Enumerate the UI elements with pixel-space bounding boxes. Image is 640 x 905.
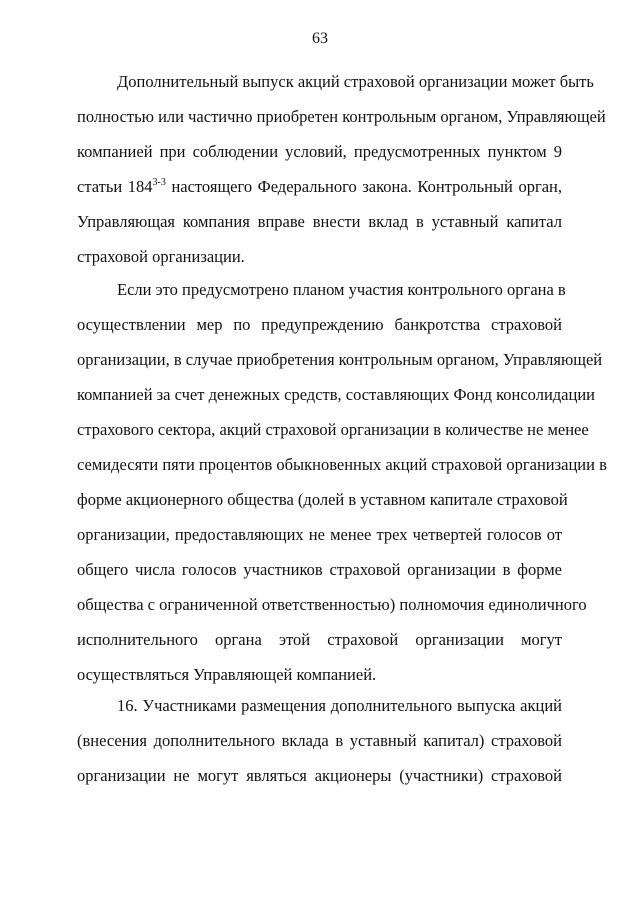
text-line: общества с ограниченной ответственностью) полномочия единоличного — [77, 595, 587, 614]
text-line: Дополнительный выпуск акций страховой организации может быть — [117, 72, 594, 91]
text-line: (внесения дополнительного вклада в уставный капитал) страховой — [77, 731, 562, 750]
text-line: общего числа голосов участников страховой организации в форме — [77, 560, 562, 579]
text-line-with-superscript — [77, 169, 562, 204]
article-superscript: 3-3 — [152, 177, 166, 188]
text-line: страховой организации. — [77, 247, 245, 266]
text-line: осуществляться Управляющей компанией. — [77, 665, 377, 684]
text-line: 16. Участниками размещения дополнительного выпуска акций — [117, 696, 562, 715]
page-number: 63 — [312, 30, 328, 47]
text-line: исполнительного органа этой страховой организации могут — [77, 630, 562, 649]
text-line: организации, в случае приобретения контрольным органом, Управляющей — [77, 350, 603, 369]
paragraph-1 — [77, 64, 606, 274]
text-line: компанией за счет денежных средств, составляющих Фонд консолидации — [77, 385, 595, 404]
text-line: страхового сектора, акций страховой организации в количестве не менее — [77, 420, 589, 439]
text-fragment: настоящего Федерального закона. Контрольный орган, — [165, 177, 562, 196]
paragraph-3 — [77, 688, 562, 793]
text-line: полностью или частично приобретен контрольным органом, Управляющей — [77, 107, 606, 126]
text-line: Управляющая компания вправе внести вклад в уставный капитал — [77, 212, 562, 231]
text-line: организации не могут являться акционеры (участники) страховой — [77, 766, 562, 785]
text-line: организации, предоставляющих не менее трех четвертей голосов от — [77, 525, 562, 544]
text-fragment: статьи 184 — [77, 177, 153, 196]
text-line: Если это предусмотрено планом участия контрольного органа в — [117, 280, 566, 299]
text-line: компанией при соблюдении условий, предусмотренных пунктом 9 — [77, 142, 562, 161]
text-line: форме акционерного общества (долей в уставном капитале страховой — [77, 490, 568, 509]
paragraph-2 — [77, 272, 607, 692]
text-line: семидесяти пяти процентов обыкновенных акций страховой организации в — [77, 455, 607, 474]
text-line: осуществлении мер по предупреждению банкротства страховой — [77, 315, 562, 334]
